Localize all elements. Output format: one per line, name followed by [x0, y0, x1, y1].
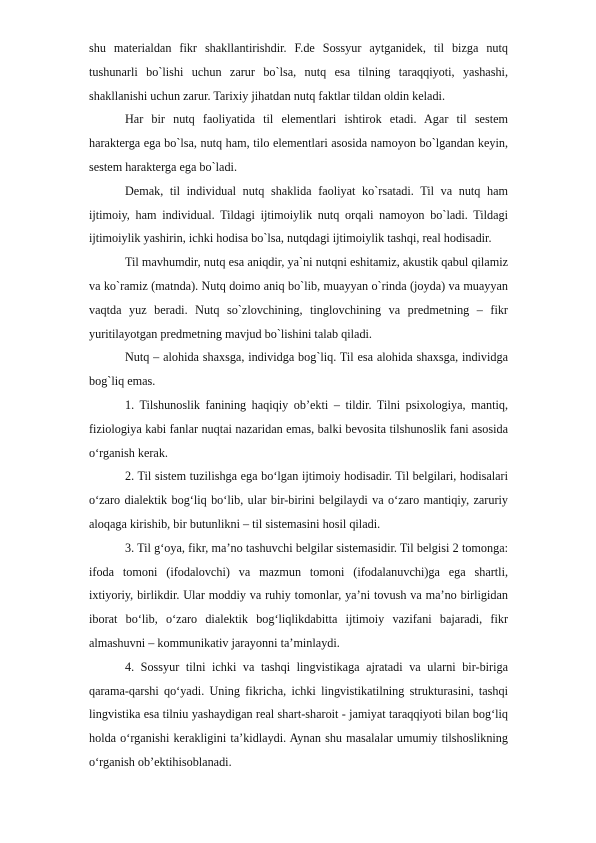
paragraph-6: 1. Tilshunoslik fanining haqiqiy ob’ekti – tildir. Tilni psixologiya, mantiq, fiziologiya kabi fanlar nuqtai nazaridan emas, balki bevosita tilshunoslik fani asosida o‘rganish kerak.	[89, 397, 508, 460]
document-page	[89, 37, 508, 775]
paragraph-1: shu materialdan fikr shakllantirishdir. F.de Sossyur aytganidek, til bizga nutq tushunarli bo`lishi uchun zarur bo`lsa, nutq esa tilning taraqqiyoti, yashashi, shakllanishi uchun zarur. Tarixiy jihatdan nutq faktlar tildan oldin keladi.	[89, 41, 508, 103]
paragraph-7: 2. Til sistem tuzilishga ega bo‘lgan ijtimoiy hodisadir. Til belgilari, hodisalari o‘zaro dialektik bog‘liq bo‘lib, ular bir-birini belgilaydi va o‘zaro mantiqiy, zaruriy aloqaga kirishib, bir butunlikni – til sistemasini hosil qiladi.	[89, 469, 508, 531]
paragraph-5: Nutq – alohida shaxsga, individga bog`liq. Til esa alohida shaxsga, individga bog`liq emas.	[89, 350, 508, 389]
paragraph-4: Til mavhumdir, nutq esa aniqdir, ya`ni nutqni eshitamiz, akustik qabul qilamiz va ko`ramiz (matnda). Nutq doimo aniq bo`lib, muayyan o`rinda (joyda) va muayyan vaqtda yuz beradi. Nutq so`zlovchining, tinglovchining va predmetning – fikr yuritilayotgan predmetning mavjud bo`lishini talab qiladi.	[89, 255, 508, 341]
paragraph-2: Har bir nutq faoliyatida til elementlari ishtirok etadi. Agar til sestem harakterga ega bo`lsa, nutq ham, tilo elementlari asosida namoyon bo`lgandan keyin, sestem harakterga ega bo`ladi.	[89, 112, 508, 174]
paragraph-3: Demak, til individual nutq shaklida faoliyat ko`rsatadi. Til va nutq ham ijtimoiy, ham individual. Tildagi ijtimoiylik nutq orqali namoyon bo`ladi. Tildagi ijtimoiylik yashirin, ichki hodisa bo`lsa, nutqdagi ijtimoiylik tashqi, real hodisadir.	[89, 183, 508, 246]
paragraph-9: 4. Sossyur tilni ichki va tashqi lingvistikaga ajratadi va ularni bir-biriga qarama-qarshi qo‘yadi. Uning fikricha, ichki lingvistikatilning strukturasini, tashqi lingvistika esa tilniu yashaydigan real shart-sharoit - jamiyat taraqqiyoti bilan bog‘liq holda o‘rganishi kerakligini ta’kidlaydi. Aynan shu masalalar umumiy tilshoslikning o‘rganish ob’ektihisoblanadi.	[89, 659, 508, 769]
paragraph-8: 3. Til g‘oya, fikr, ma’no tashuvchi belgilar sistemasidir. Til belgisi 2 tomonga: ifoda tomoni (ifodalovchi) va mazmun tomoni (ifodalanuvchi)ga ega shartli, ixtiyoriy, birlikdir. Ular moddiy va ruhiy tomonlar, ya’ni tovush va ma’no birligidan iborat bo‘lib, o‘zaro dialektik bog‘liqlikdabitta ijtimoiy vazifani bajaradi, fikr almashuvni – kommunikativ jarayonni ta’minlaydi.	[89, 540, 508, 650]
